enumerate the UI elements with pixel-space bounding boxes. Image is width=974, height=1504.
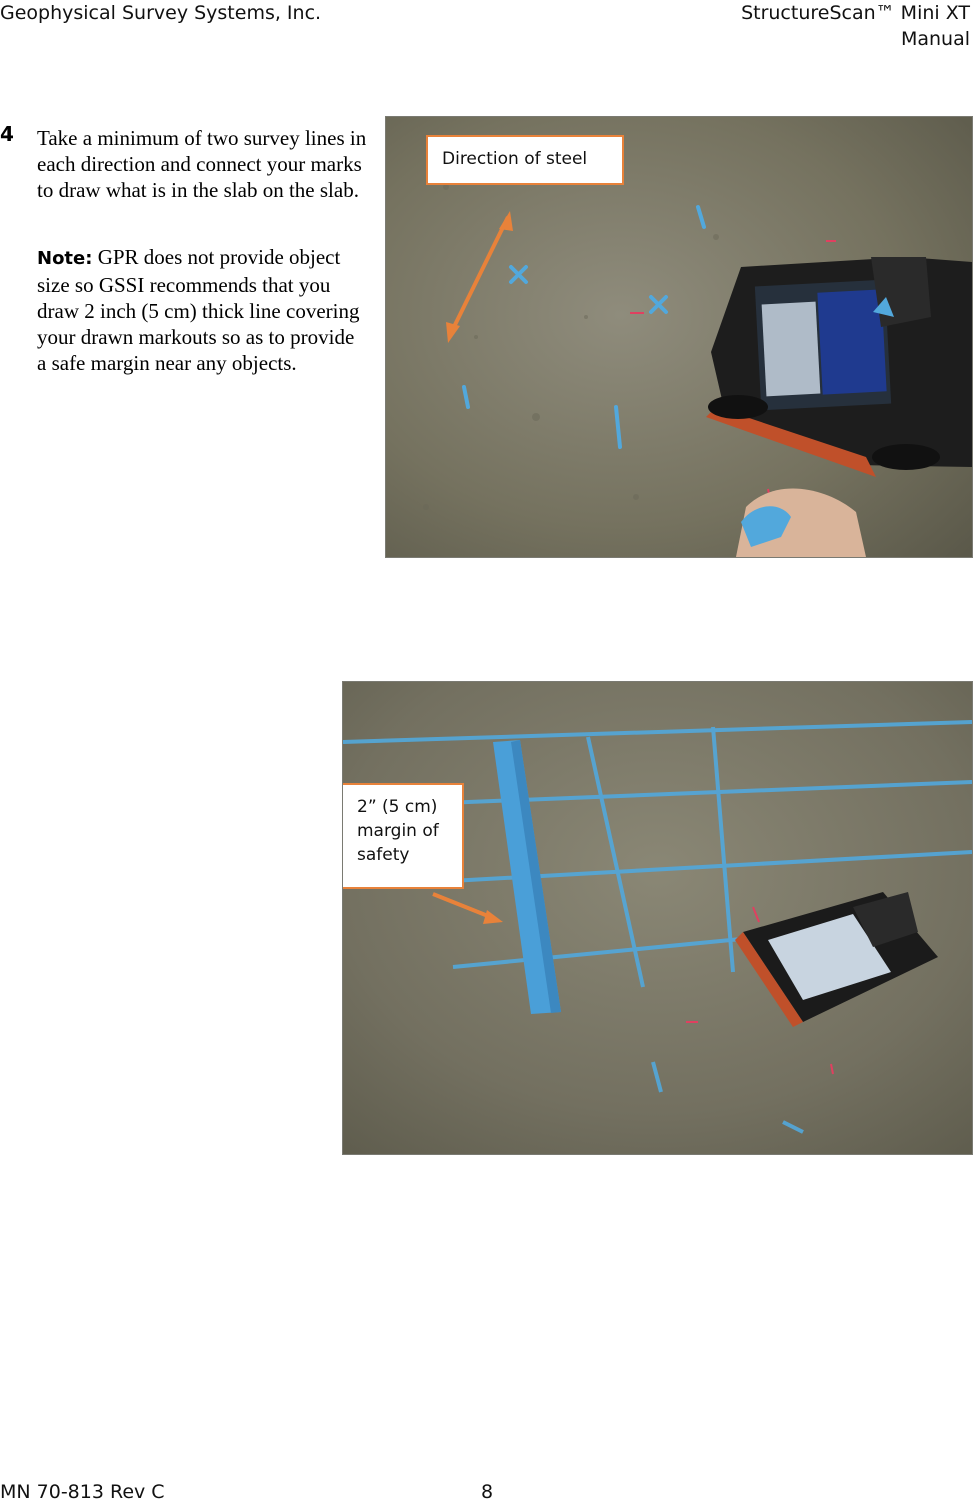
step-text: Take a minimum of two survey lines in each direction and connect your marks to draw what is in the slab on the slab. bbox=[37, 126, 367, 202]
callout-safety-margin: 2” (5 cm) margin of safety bbox=[342, 783, 464, 889]
photo-scan-direction bbox=[385, 116, 973, 558]
callout-direction-of-steel: Direction of steel bbox=[426, 135, 624, 185]
footer-doc-number: MN 70-813 Rev C bbox=[0, 1481, 165, 1503]
step-number: 4 bbox=[0, 122, 14, 146]
scanner-wheel-left bbox=[708, 395, 768, 419]
header-product: StructureScan™ Mini XT bbox=[741, 2, 970, 24]
header-doc-type: Manual bbox=[900, 28, 970, 50]
step-note bbox=[37, 244, 367, 376]
footer-page-number: 8 bbox=[481, 1481, 494, 1503]
header-title bbox=[741, 0, 970, 52]
photo-safety-margin-image bbox=[343, 682, 972, 1154]
header-company: Geophysical Survey Systems, Inc. bbox=[0, 2, 322, 24]
note-label: Note: bbox=[37, 248, 93, 269]
scanner-wheel-right bbox=[872, 444, 940, 470]
photo-safety-margin bbox=[342, 681, 973, 1155]
note-text: GPR does not provide object size so GSSI recommends that you draw 2 inch (5 cm) thick line covering your drawn markouts so as to provide a safe margin near any objects. bbox=[37, 245, 360, 375]
scanner-handle bbox=[871, 257, 931, 327]
